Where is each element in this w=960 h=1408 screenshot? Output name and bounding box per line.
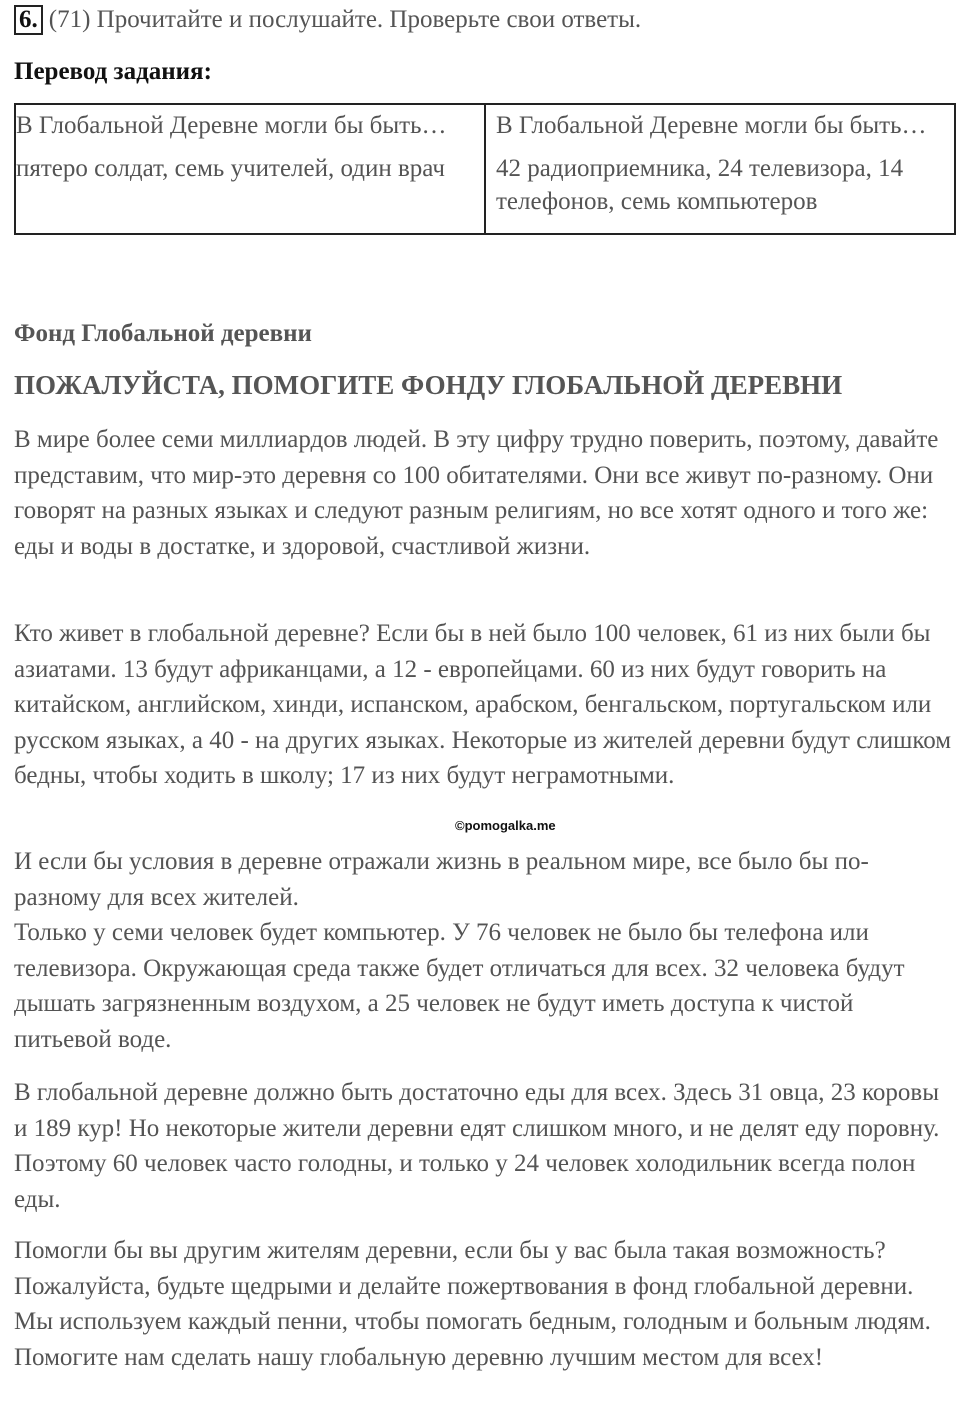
translation-heading: Перевод задания: xyxy=(14,58,212,85)
task-instruction: (71) Прочитайте и послушайте. Проверьте свои ответы. xyxy=(48,6,642,33)
fund-title: Фонд Глобальной деревни xyxy=(14,320,312,347)
paragraph-intro: В мире более семи миллиардов людей. В эту цифру трудно поверить, поэтому, давайте представим, что мир-это деревня со 100 обитателями. Они все живут по-разному. Они говорят на разных языках и следуют разным религиям, но все хотят одного и того же: еды и воды в достатке, и здоровой, счастливой жизни. xyxy=(14,426,939,560)
paragraph-help: Помогли бы вы другим жителям деревни, если бы у вас была такая возможность? Пожалуйста, будьте щедрыми и делайте пожертвования в фонд глобальной деревни. Мы используем каждый пенни, чтобы помогать бедным, голодным и больным людям. Помогите нам сделать нашу глобальную деревню лучшим местом для всех! xyxy=(14,1237,931,1371)
paragraph-conditions: И если бы условия в деревне отражали жизнь в реальном мире, все было бы по-разному для всех жителей. xyxy=(14,848,869,911)
paragraph-food: В глобальной деревне должно быть достаточно еды для всех. Здесь 31 овца, 23 коровы и 189 кур! Но некоторые жители деревни едят слишком много, и не делят еду поровну. Поэтому 60 человек часто голодны, и только у 24 человек холодильник всегда полон еды. xyxy=(14,1079,940,1213)
table-cell: 42 радиоприемника, 24 телевизора, 14 телефонов, семь компьютеров xyxy=(485,148,955,234)
table-row xyxy=(15,104,955,148)
table-cell: пятеро солдат, семь учителей, один врач xyxy=(15,148,485,234)
task-number: 6. xyxy=(14,5,43,35)
table-row xyxy=(15,148,955,234)
translation-table xyxy=(14,103,956,235)
paragraph-computers: Только у семи человек будет компьютер. У 76 человек не было бы телефона или телевизора. Окружающая среда также будет отличаться для всех. 32 человека будут дышать загрязненным воздухом, а 25 человек не будут иметь доступа к чистой питьевой воде. xyxy=(14,919,905,1053)
paragraph-who-lives: Кто живет в глобальной деревне? Если бы в ней было 100 человек, 61 из них были бы азиатами. 13 будут африканцами, а 12 - европейцами. 60 из них будут говорить на китайском, английском, хинди, испанском, арабском, бенгальском, португальском или русском языках, а 40 - на других языках. Некоторые из жителей деревни будут слишком бедны, чтобы ходить в школу; 17 из них будут неграмотными. xyxy=(14,620,952,789)
watermark: ©pomogalka.me xyxy=(455,818,556,833)
table-cell: В Глобальной Деревне могли бы быть… xyxy=(485,104,955,148)
table-cell: В Глобальной Деревне могли бы быть… xyxy=(15,104,485,148)
main-heading: ПОЖАЛУЙСТА, ПОМОГИТЕ ФОНДУ ГЛОБАЛЬНОЙ ДЕРЕВНИ xyxy=(14,370,843,400)
task-line xyxy=(14,4,641,36)
